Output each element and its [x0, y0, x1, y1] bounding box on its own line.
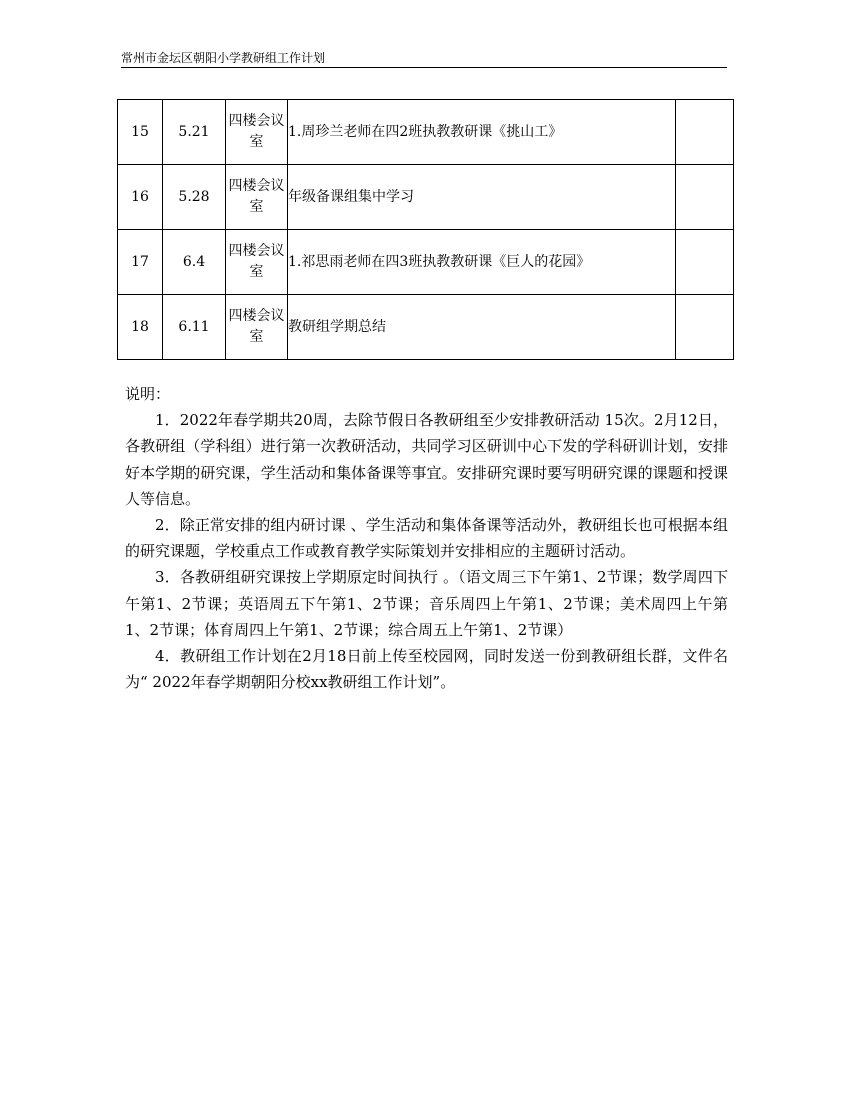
note-item: 2．除正常安排的组内研讨课 、学生活动和集体备课等活动外，教研组长也可根据本组的研究课题，学校重点工作或教育教学实际策划并安排相应的主题研讨活动。: [125, 516, 728, 561]
table-row: [118, 295, 734, 360]
row-location: 四楼会议室: [226, 230, 288, 295]
row-location: 四楼会议室: [226, 165, 288, 230]
notes-title: 说明：: [125, 385, 171, 403]
row-remark: [676, 230, 734, 295]
row-content: 1.祁思雨老师在四3班执教教研课《巨人的花园》: [288, 230, 676, 295]
row-date: 6.11: [163, 295, 226, 360]
row-number: 16: [118, 165, 163, 230]
row-remark: [676, 100, 734, 165]
row-location: 四楼会议室: [226, 100, 288, 165]
notes-section: [125, 381, 728, 695]
table-row: [118, 100, 734, 165]
row-content: 教研组学期总结: [288, 295, 676, 360]
row-remark: [676, 295, 734, 360]
schedule-table: [117, 99, 734, 360]
note-item: 4．教研组工作计划在2月18日前上传至校园网，同时发送一份到教研组长群，文件名为“ 2022年春学期朝阳分校xx教研组工作计划”。: [125, 647, 728, 692]
row-remark: [676, 165, 734, 230]
row-number: 18: [118, 295, 163, 360]
table-row: [118, 165, 734, 230]
row-number: 17: [118, 230, 163, 295]
note-item: 3．各教研组研究课按上学期原定时间执行 。（语文周三下午第1、2节课；数学周四下午第1、2节课；英语周五下午第1、2节课；音乐周四上午第1、2节课；美术周四上午第1、2节课；体育周四上午第1、2节课；综合周五上午第1、2节课）: [125, 568, 728, 639]
row-date: 5.21: [163, 100, 226, 165]
page-header: 常州市金坛区朝阳小学教研组工作计划: [121, 49, 727, 68]
row-content: 1.周珍兰老师在四2班执教教研课《挑山工》: [288, 100, 676, 165]
table-row: [118, 230, 734, 295]
row-number: 15: [118, 100, 163, 165]
row-date: 5.28: [163, 165, 226, 230]
note-item: 1．2022年春学期共20周，去除节假日各教研组至少安排教研活动 15次。2月12日，各教研组（学科组）进行第一次教研活动，共同学习区研训中心下发的学科研训计划，安排好本学期的研究课，学生活动和集体备课等事宜。安排研究课时要写明研究课的课题和授课人等信息。: [125, 411, 728, 508]
row-content: 年级备课组集中学习: [288, 165, 676, 230]
row-location: 四楼会议室: [226, 295, 288, 360]
row-date: 6.4: [163, 230, 226, 295]
